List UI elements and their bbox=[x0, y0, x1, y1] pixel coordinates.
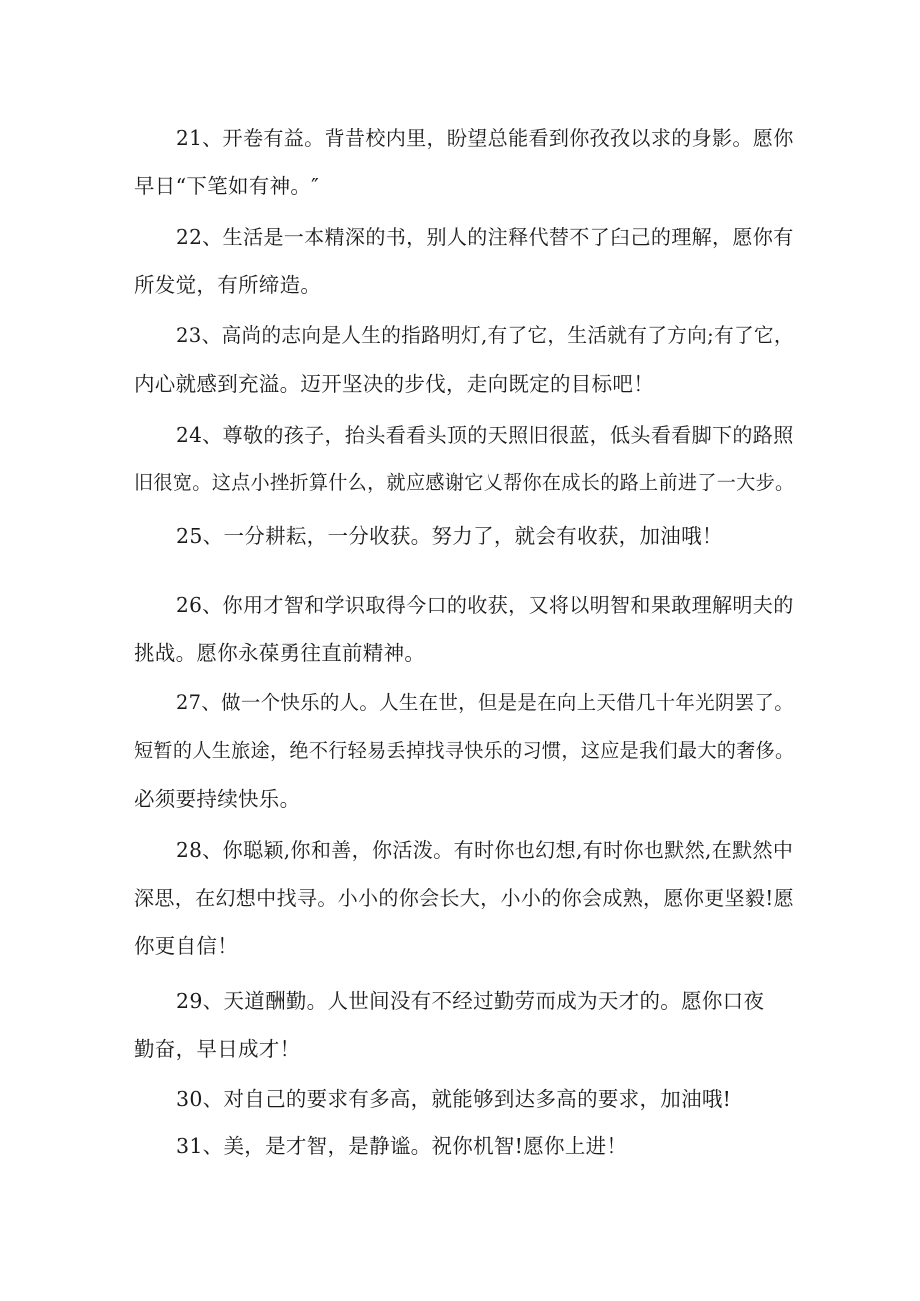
paragraph-line: 29、天道酬勤。人世间没有不经过勤劳而成为天才的。愿你口夜 bbox=[176, 989, 765, 1013]
paragraph-line: 26、你用才智和学识取得今口的收获，又将以明智和果敢理解明夫的 bbox=[176, 593, 794, 617]
paragraph-line: 深思，在幻想中找寻。小小的你会长大，小小的你会成熟，愿你更坚毅!愿 bbox=[134, 886, 794, 910]
paragraph-21 bbox=[134, 114, 794, 210]
paragraph-24 bbox=[134, 411, 794, 507]
paragraph-line: 旧很宽。这点小挫折算什么，就应感谢它乂帮你在成长的路上前进了一大步。 bbox=[134, 471, 795, 494]
paragraph-line: 30、对自己的要求有多高，就能够到达多高的要求，加油哦! bbox=[176, 1087, 732, 1111]
paragraph-line: 23、高尚的志向是人生的指路明灯,有了它，生活就有了方向;有了它， bbox=[176, 324, 794, 347]
paragraph-line: 内心就感到充溢。迈开坚决的步伐，走向既定的目标吧！ bbox=[134, 372, 654, 396]
paragraph-line: 22、生活是一本精深的书，别人的注释代替不了臼己的理解，愿你有 bbox=[176, 225, 794, 249]
paragraph-25 bbox=[134, 512, 794, 560]
paragraph-line: 24、尊敬的孩子，抬头看看头顶的天照旧很蓝，低头看看脚下的路照 bbox=[176, 423, 794, 447]
paragraph-line: 必须要持续快乐。 bbox=[134, 787, 301, 811]
paragraph-line: 31、美，是才智，是静谧。祝你机智!愿你上进！ bbox=[176, 1134, 628, 1158]
paragraph-line: 21、开卷有益。背昔校内里，盼望总能看到你孜孜以求的身影。愿你 bbox=[176, 126, 794, 150]
paragraph-line: 挑战。愿你永葆勇往直前精神。 bbox=[134, 641, 426, 665]
paragraph-22 bbox=[134, 213, 794, 309]
paragraph-28 bbox=[134, 826, 794, 970]
paragraph-line: 所发觉，有所缔造。 bbox=[134, 273, 322, 297]
paragraph-line: 短暂的人生旅途，绝不行轻易丢掉找寻快乐的习惯，这应是我们最大的奢侈。 bbox=[134, 739, 795, 762]
paragraph-line: 你更自信！ bbox=[134, 934, 238, 958]
paragraph-27 bbox=[134, 679, 794, 823]
paragraph-31 bbox=[134, 1122, 794, 1170]
paragraph-line: 27、做一个快乐的人。人生在世，但是是在向上天借几十年光阴罢了。 bbox=[176, 691, 794, 714]
paragraph-26 bbox=[134, 581, 794, 677]
paragraph-30 bbox=[134, 1075, 794, 1123]
paragraph-line: 早日“下笔如有神。″ bbox=[134, 174, 320, 198]
paragraph-line: 25、一分耕耘，一分收获。努力了，就会有收获，加油哦！ bbox=[176, 524, 723, 548]
paragraph-23 bbox=[134, 312, 794, 408]
paragraph-line: 28、你聪颖,你和善，你活泼。有时你也幻想,有时你也默然,在默然中 bbox=[176, 838, 794, 862]
paragraph-29 bbox=[134, 977, 794, 1073]
paragraph-line: 勤奋，早日成才！ bbox=[134, 1037, 301, 1061]
